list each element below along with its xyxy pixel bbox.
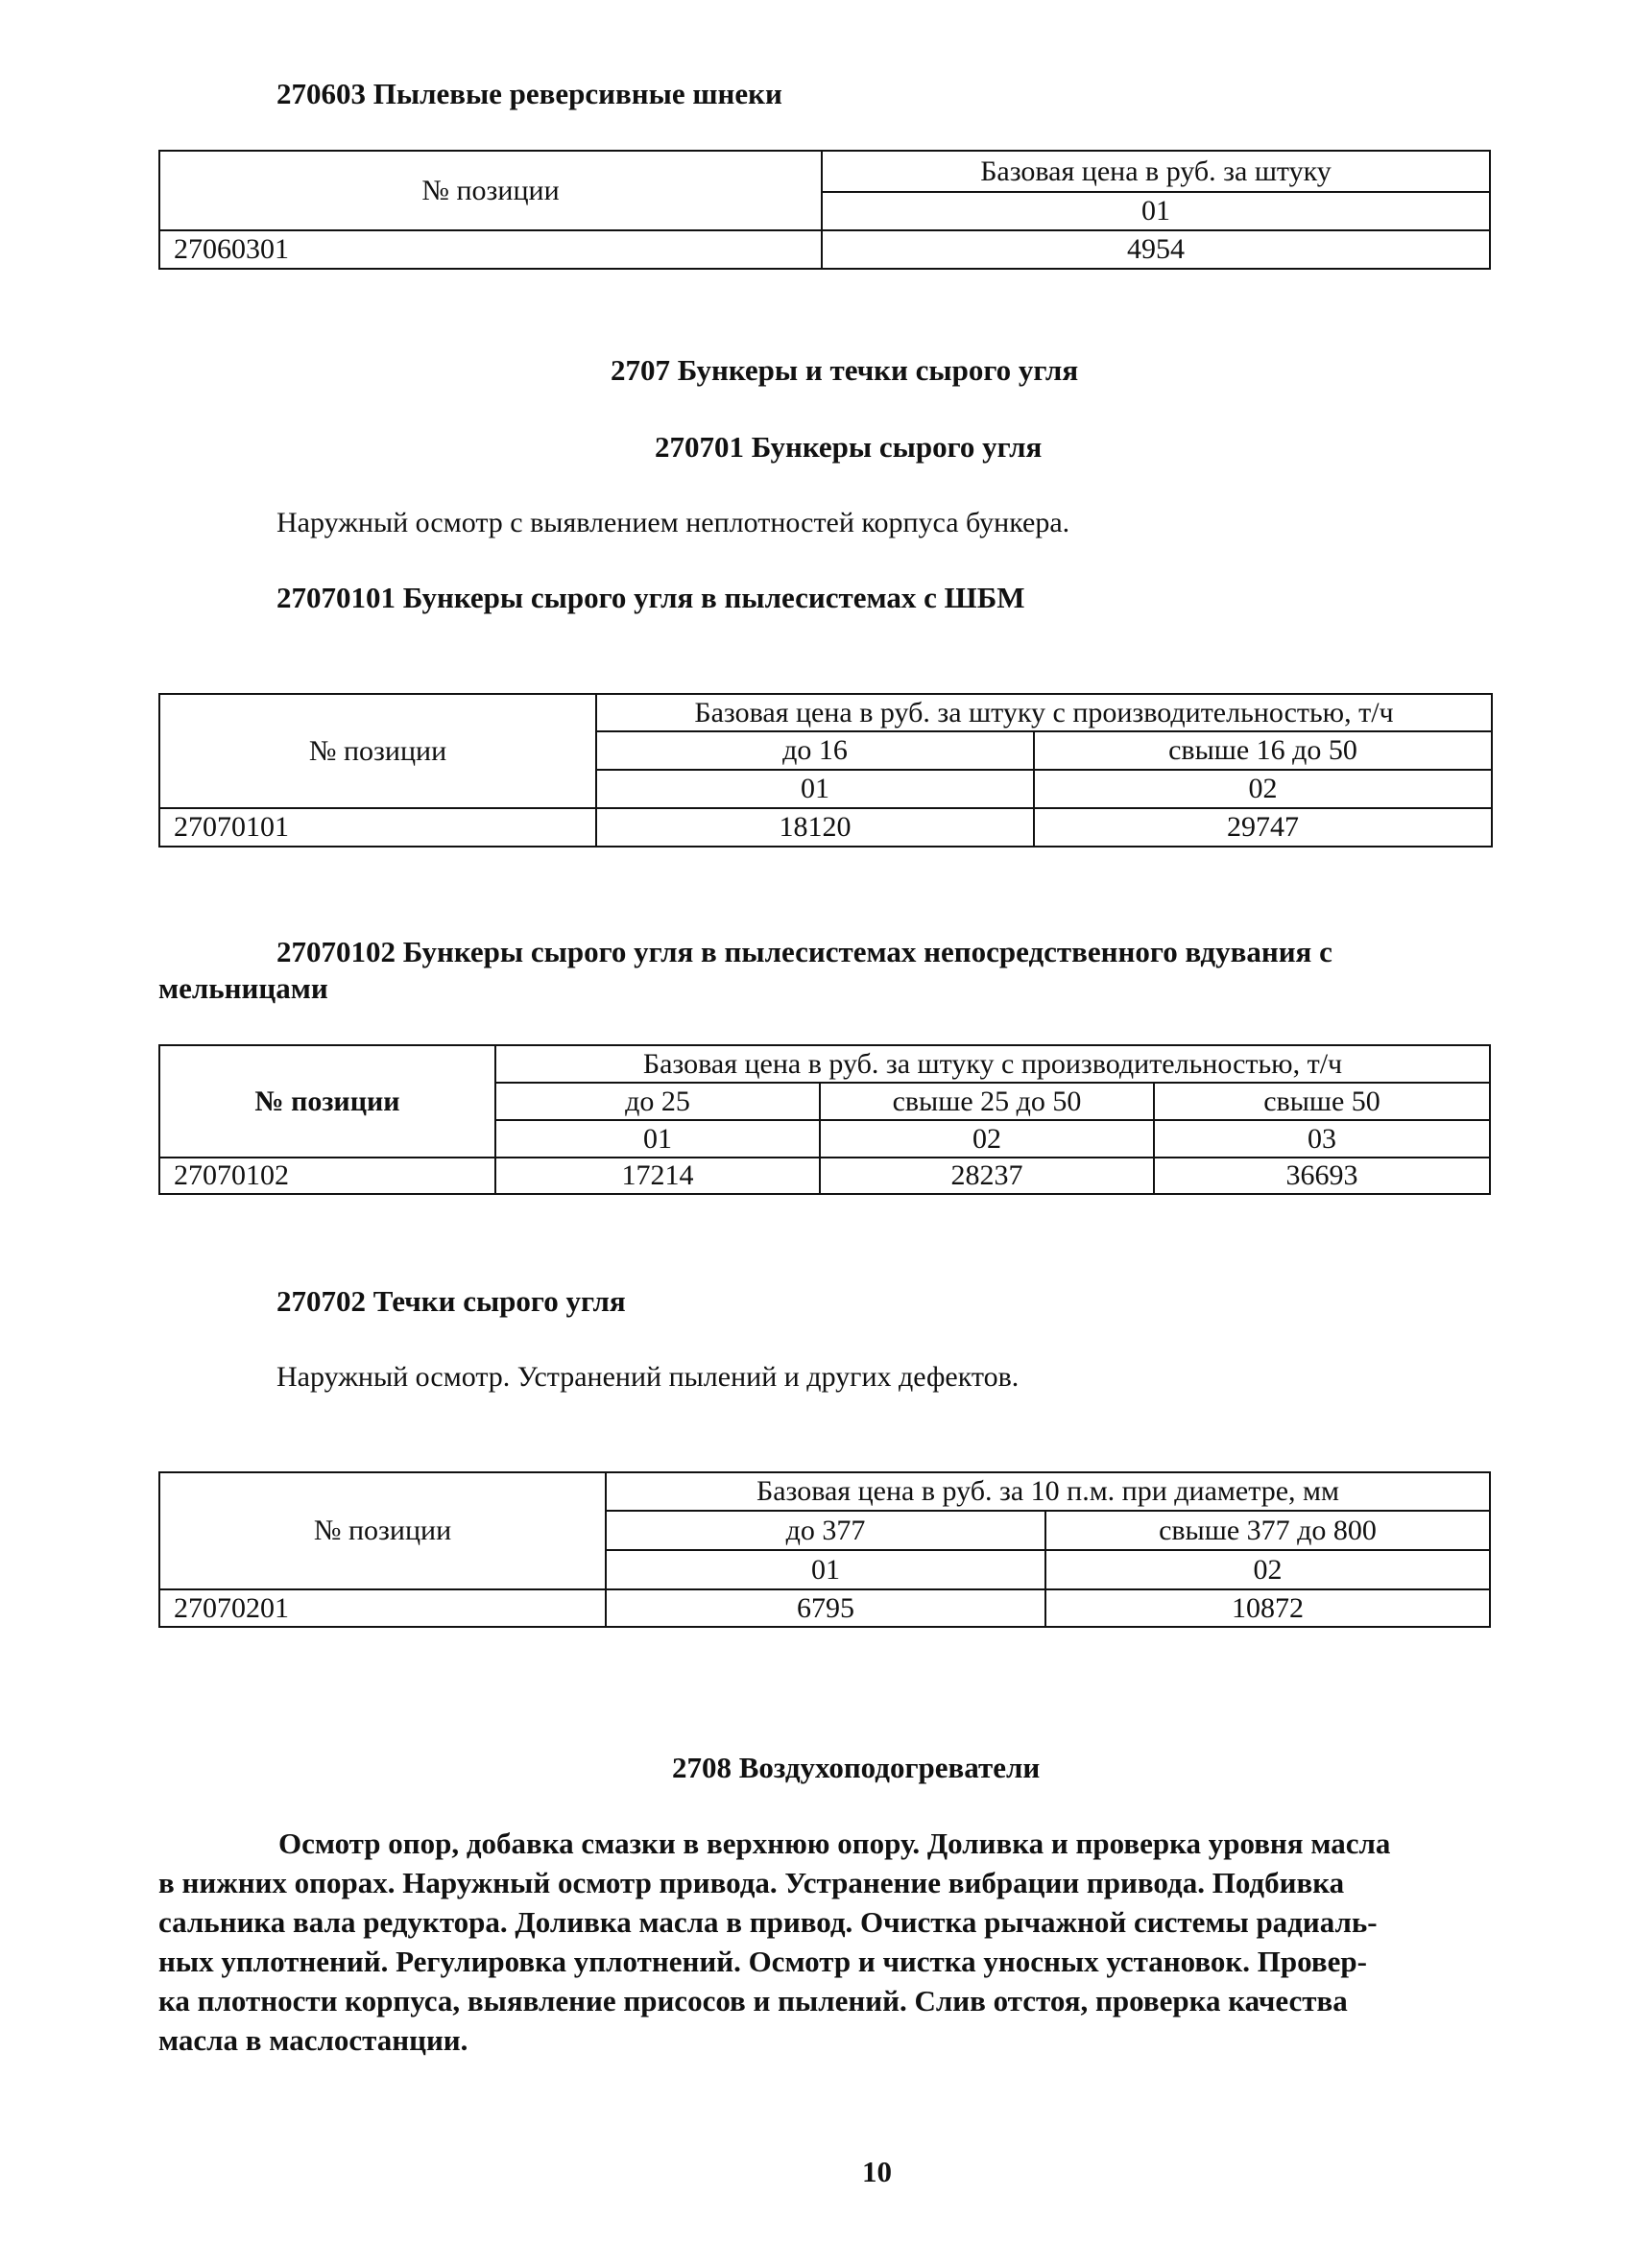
paragraph-line bbox=[158, 1981, 1493, 2020]
col-header-position: № позиции bbox=[159, 694, 596, 808]
code-cell: 02 bbox=[1045, 1550, 1490, 1589]
paragraph-line bbox=[158, 2020, 1493, 2060]
heading-2708: 2708 Воздухоподогреватели bbox=[672, 1751, 1041, 1784]
paragraph-line bbox=[158, 1824, 1493, 1863]
position-cell: 27060301 bbox=[159, 230, 822, 269]
position-cell: 27070101 bbox=[159, 808, 596, 847]
code-cell: 01 bbox=[495, 1120, 820, 1158]
value-cell: 36693 bbox=[1154, 1158, 1490, 1194]
text-270702: Наружный осмотр. Устранений пылений и других дефектов. bbox=[276, 1361, 1020, 1393]
col-header-position: № позиции bbox=[159, 1472, 606, 1589]
value-cell: 6795 bbox=[606, 1589, 1045, 1627]
col-header-price: Базовая цена в руб. за штуку с производительностью, т/ч bbox=[495, 1045, 1490, 1083]
col-header-position: № позиции bbox=[159, 151, 822, 230]
code-cell: 02 bbox=[820, 1120, 1154, 1158]
heading-270603: 270603 Пылевые реверсивные шнеки bbox=[276, 77, 782, 110]
code-cell: 02 bbox=[1034, 770, 1492, 808]
code-cell: 01 bbox=[822, 192, 1490, 230]
table-27070101 bbox=[158, 693, 1493, 848]
col-header-position: № позиции bbox=[159, 1045, 495, 1158]
position-cell: 27070201 bbox=[159, 1589, 606, 1627]
position-cell: 27070102 bbox=[159, 1158, 495, 1194]
col-header-price: Базовая цена в руб. за штуку bbox=[822, 151, 1490, 192]
heading-27070102-line2: мельницами bbox=[158, 971, 328, 1005]
line-text: Осмотр опор, добавка смазки в верхнюю опору. Доливка и проверка уровня масла bbox=[278, 1826, 1391, 1860]
range-cell: свыше 25 до 50 bbox=[820, 1083, 1154, 1120]
value-cell: 10872 bbox=[1045, 1589, 1490, 1627]
heading-27070102-line1: 27070102 Бункеры сырого угля в пылесистемах непосредственного вдувания с bbox=[276, 935, 1332, 968]
heading-270702: 270702 Течки сырого угля bbox=[276, 1284, 626, 1318]
line-text: сальника вала редуктора. Доливка масла в привод. Очистка рычажной системы радиаль- bbox=[158, 1905, 1378, 1939]
paragraph-line bbox=[158, 1942, 1493, 1981]
code-cell: 01 bbox=[596, 770, 1034, 808]
heading-27070101: 27070101 Бункеры сырого угля в пылесистемах с ШБМ bbox=[276, 581, 1025, 614]
line-text: масла в маслостанции. bbox=[158, 2023, 468, 2057]
line-text: ных уплотнений. Регулировка уплотнений. Осмотр и чистка уносных установок. Провер- bbox=[158, 1945, 1367, 1978]
page-number: 10 bbox=[862, 2155, 892, 2188]
range-cell: до 377 bbox=[606, 1511, 1045, 1550]
text-270701: Наружный осмотр с выявлением неплотностей корпуса бункера. bbox=[276, 507, 1070, 538]
line-text: в нижних опорах. Наружный осмотр привода. Устранение вибрации привода. Подбивка bbox=[158, 1866, 1345, 1899]
value-cell: 4954 bbox=[822, 230, 1490, 269]
col-header-price: Базовая цена в руб. за штуку с производительностью, т/ч bbox=[596, 694, 1492, 731]
heading-270701: 270701 Бункеры сырого угля bbox=[655, 430, 1043, 464]
code-cell: 03 bbox=[1154, 1120, 1490, 1158]
table-27070201 bbox=[158, 1471, 1491, 1628]
table-27070102 bbox=[158, 1044, 1491, 1195]
range-cell: свыше 50 bbox=[1154, 1083, 1490, 1120]
range-cell: до 16 bbox=[596, 731, 1034, 770]
table-270603 bbox=[158, 150, 1491, 270]
range-cell: до 25 bbox=[495, 1083, 820, 1120]
paragraph-line bbox=[158, 1863, 1493, 1902]
code-cell: 01 bbox=[606, 1550, 1045, 1589]
col-header-price: Базовая цена в руб. за 10 п.м. при диаметре, мм bbox=[606, 1472, 1490, 1511]
value-cell: 18120 bbox=[596, 808, 1034, 847]
value-cell: 17214 bbox=[495, 1158, 820, 1194]
line-text: ка плотности корпуса, выявление присосов и пылений. Слив отстоя, проверка качества bbox=[158, 1984, 1348, 2017]
range-cell: свыше 16 до 50 bbox=[1034, 731, 1492, 770]
heading-2707: 2707 Бункеры и течки сырого угля bbox=[611, 353, 1079, 387]
paragraph-line bbox=[158, 1902, 1493, 1942]
range-cell: свыше 377 до 800 bbox=[1045, 1511, 1490, 1550]
value-cell: 28237 bbox=[820, 1158, 1154, 1194]
value-cell: 29747 bbox=[1034, 808, 1492, 847]
paragraph-2708 bbox=[158, 1824, 1493, 2060]
